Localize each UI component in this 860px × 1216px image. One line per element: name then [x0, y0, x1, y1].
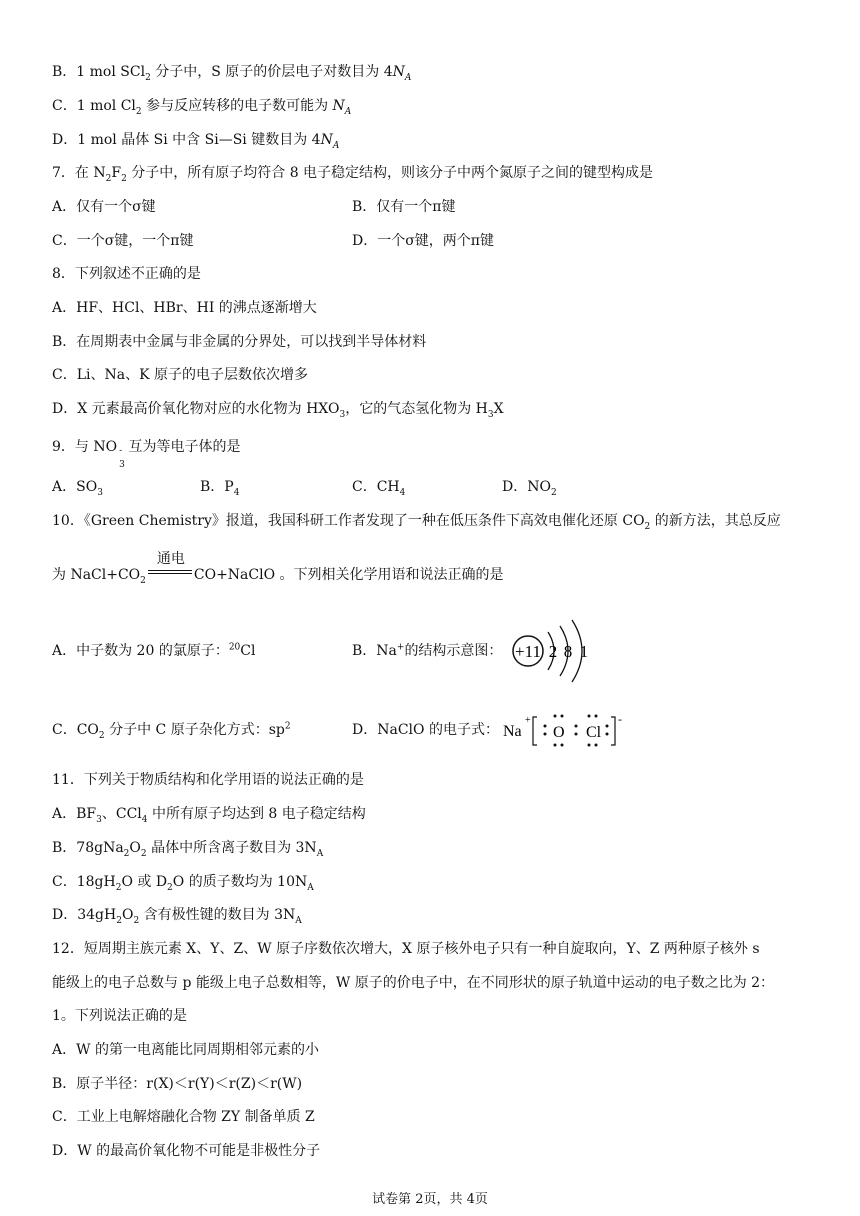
q7-option-b: B．仅有一个π键 [352, 199, 456, 215]
q8-option-b: B．在周期表中金属与非金属的分界处，可以找到半导体材料 [52, 334, 427, 350]
electrolysis-arrow: 通电 [146, 561, 216, 587]
q8-option-d: D．X 元素最高价氧化物对应的水化物为 $HXO_3$，它的气态氢化物为 $H_3X$ [52, 401, 504, 420]
q10-option-d: D．NaClO 的电子式： [352, 722, 499, 738]
q7-option-a: A．仅有一个σ键 [52, 199, 156, 215]
q6-option-c: C．1 mol $Cl_2$ 参与反应转移的电子数可能为 $N_A$ [52, 98, 352, 117]
q10-option-b: B．Na+的结构示意图： [352, 642, 503, 659]
q9-option-a: A．$SO_3$ [52, 479, 103, 498]
q9-option-c: C．$CH_4$ [352, 479, 406, 498]
q8-option-a: A．HF、HCl、HBr、HI 的沸点逐渐增大 [52, 300, 317, 316]
lewis-bracket-right [611, 717, 615, 745]
q7-stem: 7．在 $N_2F_2$ 分子中，所有原子均符合 8 电子稳定结构，则该分子中两个氮原子之间的键型构成是 [52, 165, 654, 184]
q7-option-d: D．一个σ键，两个π键 [352, 233, 494, 249]
shell-count-1: 2 [548, 642, 558, 661]
lewis-cation-charge: + [525, 715, 531, 726]
q12-stem-line-3: 1。下列说法正确的是 [52, 1008, 187, 1024]
q11-option-d: D．$34gH_2O_2$ 含有极性键的数目为 $3N_A$ [52, 907, 302, 926]
naclo-lewis-structure [501, 709, 631, 749]
q6-option-d: D．1 mol 晶体 Si 中含 Si—Si 键数目为 $4N_A$ [52, 132, 340, 151]
q9-stem: 9．与 NO - 3 互为等电子体的是 [52, 439, 241, 470]
page-footer: 试卷第 2页，共 4页 [372, 1192, 488, 1207]
q9-option-d: D．$NO_2$ [502, 479, 557, 498]
q12-option-a: A．W 的第一电离能比同周期相邻元素的小 [52, 1042, 319, 1058]
lewis-oxygen: O [553, 724, 565, 741]
q6-option-b: B．1 mol SCl$_2$ 分子中，S 原子的价层电子对数目为 $4N_A$ [52, 64, 412, 83]
q12-option-b: B．原子半径：r(X)＜r(Y)＜r(Z)＜r(W) [52, 1076, 303, 1092]
q12-stem-line-2: 能级上的电子总数与 p 能级上电子总数相等，W 原子的价电子中，在不同形状的原子轨道中运动的电子数之比为 2： [52, 975, 775, 991]
q8-option-c: C．Li、Na、K 原子的电子层数依次增多 [52, 367, 308, 383]
nucleus-charge: +11 [515, 642, 541, 661]
q7-option-c: C．一个σ键，一个π键 [52, 233, 194, 249]
q9-option-b: B．$P_4$ [200, 479, 240, 498]
q11-option-a: A．$BF_3$、CCl$_4$ 中所有原子均达到 8 电子稳定结构 [52, 806, 366, 825]
lewis-chlorine: Cl [586, 724, 602, 741]
lewis-cation: Na [503, 723, 522, 740]
q11-option-c: C．$18gH_2O$ 或 $D_2O$ 的质子数均为 $10N_A$ [52, 874, 314, 893]
lewis-bracket-left [533, 717, 537, 745]
shell-count-3: 1 [579, 642, 589, 661]
shell-count-2: 8 [563, 642, 573, 661]
q8-stem: 8．下列叙述不正确的是 [52, 266, 201, 282]
lewis-anion-charge: - [618, 712, 622, 726]
q12-stem-line-1: 12．短周期主族元素 X、Y、Z、W 原子序数依次增大，X 原子核外电子只有一种自旋取向，Y、Z 两种原子核外 s [52, 941, 760, 957]
q10-option-a: A．中子数为 20 的氯原子：$^{20}$Cl [52, 642, 256, 659]
q10-option-c: C．$CO_2$ 分子中 C 原子杂化方式：$sp^2$ [52, 721, 291, 741]
q10-equation: 为 $NaCl+CO_2$ 通电 CO+NaClO 。下列相关化学用语和说法正确的是 [52, 551, 504, 586]
q12-option-c: C．工业上电解熔融化合物 ZY 制备单质 Z [52, 1109, 315, 1125]
q11-stem: 11．下列关于物质结构和化学用语的说法正确的是 [52, 772, 364, 788]
q12-option-d: D．W 的最高价氧化物不可能是非极性分子 [52, 1143, 321, 1159]
q11-option-b: B．$78gNa_2O_2$ 晶体中所含离子数目为 $3N_A$ [52, 840, 324, 859]
q10-stem: 10．《Green Chemistry》报道，我国科研工作者发现了一种在低压条件下高效电催化还原 $CO_2$ 的新方法，其总反应 [52, 513, 781, 532]
na-ion-structure-diagram [508, 616, 608, 686]
